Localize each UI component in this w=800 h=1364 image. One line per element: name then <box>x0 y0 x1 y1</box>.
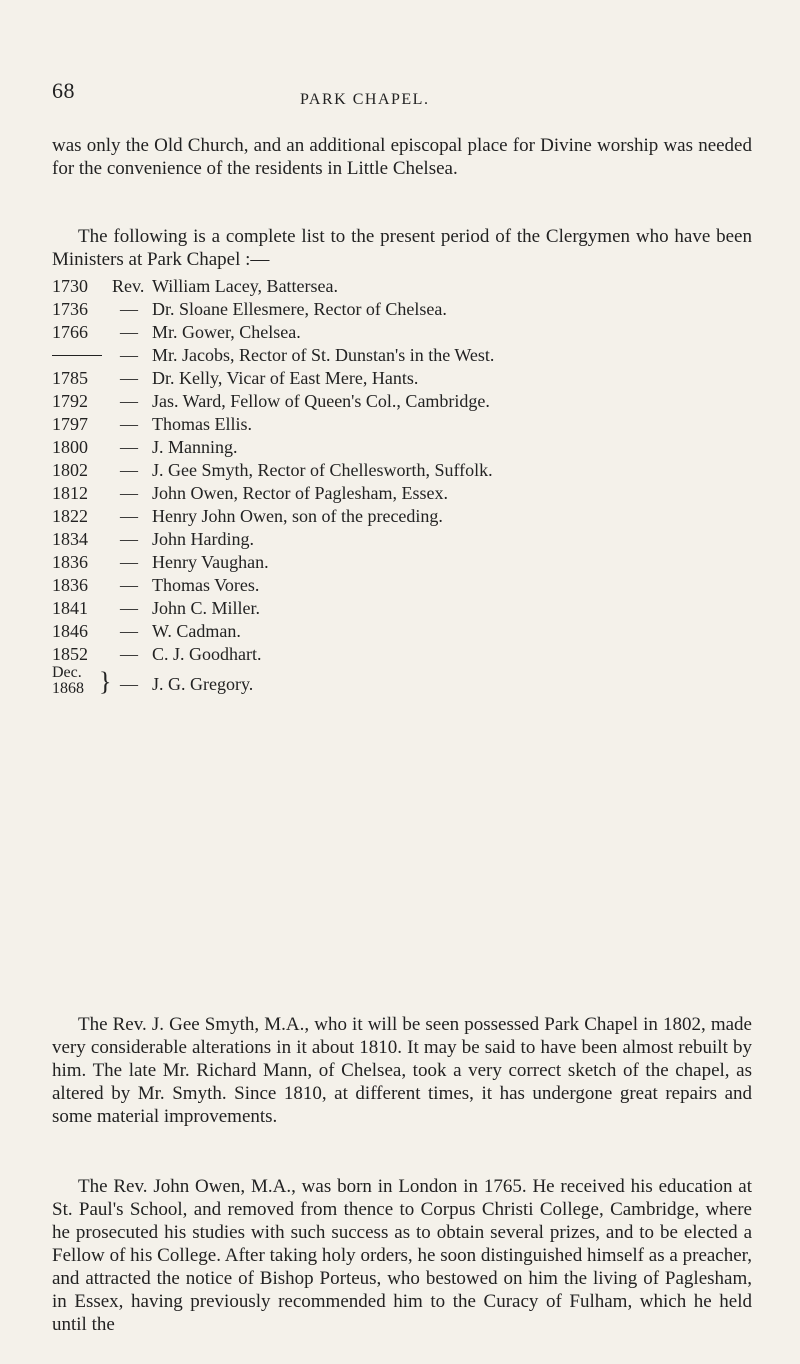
minister-year-rule <box>52 355 102 356</box>
minister-name: John Harding. <box>152 529 254 549</box>
minister-name: W. Cadman. <box>152 621 241 641</box>
minister-dash: — <box>120 299 138 319</box>
minister-dash: — <box>120 437 138 457</box>
paragraph-intro: was only the Old Church, and an additional episcopal place for Divine worship was needed for the convenience of the residents in Little Chelsea. <box>52 135 752 179</box>
minister-dash: — <box>120 644 138 664</box>
minister-dash: — <box>120 483 138 503</box>
minister-year: 1841 <box>52 598 88 618</box>
minister-name: Thomas Ellis. <box>152 414 252 434</box>
page-number: 68 <box>52 78 75 103</box>
minister-name: Dr. Kelly, Vicar of East Mere, Hants. <box>152 368 419 388</box>
minister-year: 1792 <box>52 391 88 411</box>
minister-year: 1836 <box>52 552 88 572</box>
minister-year: 1868 <box>52 680 84 697</box>
minister-year: 1730 <box>52 276 88 296</box>
minister-dash: — <box>120 598 138 618</box>
minister-name: Mr. Jacobs, Rector of St. Dunstan's in the West. <box>152 345 495 365</box>
minister-year: 1812 <box>52 483 88 503</box>
minister-year: 1797 <box>52 414 88 434</box>
minister-dash: — <box>120 460 138 480</box>
minister-year: 1834 <box>52 529 88 549</box>
minister-year: 1802 <box>52 460 88 480</box>
minister-date-stack <box>52 665 84 697</box>
minister-year: 1822 <box>52 506 88 526</box>
paragraph-owen: The Rev. John Owen, M.A., was born in London in 1765. He received his education at St. Paul's School, and removed from thence to Corpus Christi College, Cambridge, where he prosecuted his studies with such success as to obtain several prizes, and to be elected a Fellow of his College. After taking holy orders, he soon distinguished himself as a preacher, and attracted the notice of Bishop Porteus, who bestowed on him the living of Paglesham, in Essex, having previously recommended him to the Curacy of Fulham, which he held until the <box>52 1176 752 1335</box>
minister-year: 1846 <box>52 621 88 641</box>
minister-name: Henry Vaughan. <box>152 552 269 572</box>
minister-name: Jas. Ward, Fellow of Queen's Col., Cambridge. <box>152 391 490 411</box>
minister-dash: — <box>120 322 138 342</box>
minister-dash: — <box>120 414 138 434</box>
minister-title: Rev. <box>112 276 145 296</box>
running-head: PARK CHAPEL. <box>300 91 430 108</box>
minister-name: Thomas Vores. <box>152 575 260 595</box>
minister-name: J. G. Gregory. <box>152 674 254 694</box>
minister-dash: — <box>120 368 138 388</box>
minister-dash: — <box>120 575 138 595</box>
minister-dash: — <box>120 552 138 572</box>
minister-name: John Owen, Rector of Paglesham, Essex. <box>152 483 448 503</box>
minister-name: John C. Miller. <box>152 598 261 618</box>
minister-dash: — <box>120 674 138 694</box>
brace-mark: } <box>99 667 112 696</box>
minister-dash: — <box>120 529 138 549</box>
minister-year: 1800 <box>52 437 88 457</box>
minister-name: J. Manning. <box>152 437 238 457</box>
minister-name: J. Gee Smyth, Rector of Chellesworth, Suffolk. <box>152 460 493 480</box>
minister-year: 1785 <box>52 368 88 388</box>
paragraph-smyth: The Rev. J. Gee Smyth, M.A., who it will be seen possessed Park Chapel in 1802, made very considerable alterations in it about 1810. It may be said to have been almost rebuilt by him. The late Mr. Richard Mann, of Chelsea, took a very correct sketch of the chapel, as altered by Mr. Smyth. Since 1810, at different times, it has undergone great repairs and some material improvements. <box>52 1014 752 1127</box>
minister-name: Dr. Sloane Ellesmere, Rector of Chelsea. <box>152 299 447 319</box>
minister-dash: — <box>120 506 138 526</box>
minister-dash: — <box>120 621 138 641</box>
minister-year: 1852 <box>52 644 88 664</box>
minister-name: C. J. Goodhart. <box>152 644 262 664</box>
minister-year: 1736 <box>52 299 88 319</box>
minister-dash: — <box>120 391 138 411</box>
minister-name: Henry John Owen, son of the preceding. <box>152 506 443 526</box>
minister-year: 1836 <box>52 575 88 595</box>
minister-name: William Lacey, Battersea. <box>152 276 339 296</box>
minister-year: 1766 <box>52 322 88 342</box>
minister-name: Mr. Gower, Chelsea. <box>152 322 301 342</box>
minister-month: Dec. <box>52 664 82 681</box>
paragraph-list-intro: The following is a complete list to the present period of the Clergymen who have been Ministers at Park Chapel :— <box>52 226 752 270</box>
minister-dash: — <box>120 345 138 365</box>
